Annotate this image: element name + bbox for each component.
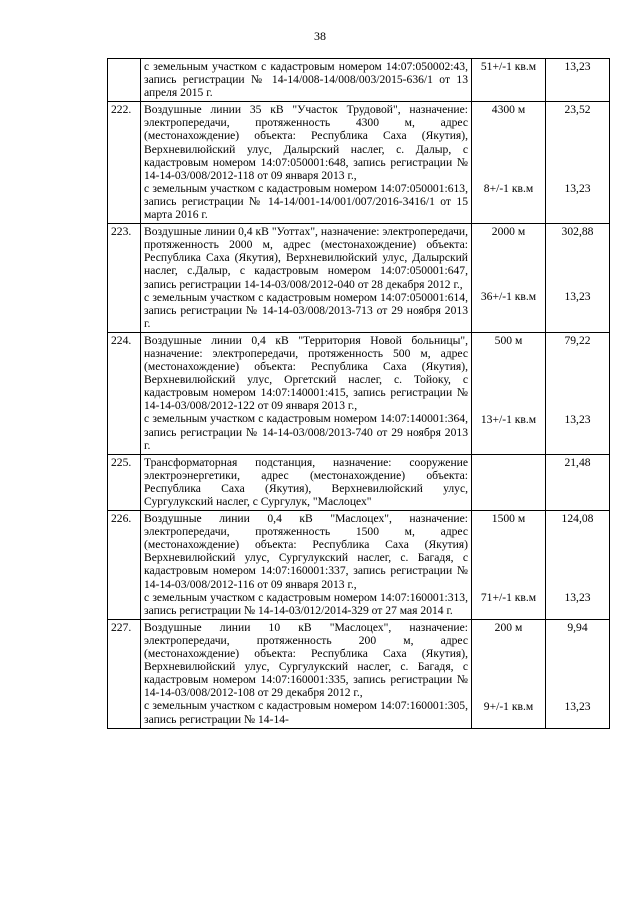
value-spacer	[549, 347, 606, 413]
description-paragraph: с земельным участком с кадастровым номером 14:07:050001:614, запись регистрации № 14-14-03/008/2013-713 от 29 ноября 2013 г.	[144, 290, 468, 330]
object-quantity	[472, 102, 546, 224]
description-paragraph: с земельным участком с кадастровым номером 14:07:160001:305, запись регистрации № 14-14-	[144, 699, 468, 726]
value-entry: 13,23	[564, 591, 591, 605]
description-paragraph: с земельным участком с кадастровым номером 14:07:050001:613, запись регистрации № 14-14/001-14/001/007/2016-3416/1 от 15 марта 2016 г.	[144, 181, 468, 222]
table-row	[108, 619, 610, 728]
qty-spacer	[475, 238, 542, 290]
quantity-entry: 13+/-1 кв.м	[480, 412, 537, 426]
value-entry: 13,23	[564, 290, 591, 304]
table-row	[108, 59, 610, 102]
object-value	[546, 59, 610, 102]
object-description	[141, 332, 472, 454]
object-value	[546, 224, 610, 333]
value-spacer	[549, 116, 606, 182]
row-number: 226.	[108, 511, 141, 620]
object-description	[141, 619, 472, 728]
quantity-entry: 4300 м	[491, 103, 526, 117]
object-description	[141, 102, 472, 224]
description-paragraph: Воздушные линии 35 кВ "Участок Трудовой", назначение: электропередачи, протяженность 4300 м, адрес (местонахождение) объекта: Республика Саха (Якутия), Верхневилюйский улус, Далырский наслег, с. Далыр, с кадастровым номером 14:07:050001:648, запись регистрации № 14-14-03/008/2012-118 от 09 января 2013 г.,	[144, 103, 468, 182]
object-value	[546, 454, 610, 510]
value-entry: 13,23	[564, 699, 591, 713]
value-entry: 302,88	[561, 225, 594, 239]
registry-table-body	[108, 59, 610, 729]
quantity-entry: 8+/-1 кв.м	[483, 182, 534, 196]
value-entry: 79,22	[564, 333, 591, 347]
value-spacer	[549, 238, 606, 290]
object-quantity	[472, 332, 546, 454]
description-paragraph: с земельным участком с кадастровым номером 14:07:160001:313, запись регистрации № 14-14-03/012/2014-329 от 27 мая 2014 г.	[144, 590, 468, 617]
qty-spacer	[475, 525, 542, 591]
row-number: 227.	[108, 619, 141, 728]
page-number: 38	[314, 29, 326, 43]
value-entry: 13,23	[564, 182, 591, 196]
object-description	[141, 224, 472, 333]
quantity-entry: 71+/-1 кв.м	[480, 591, 537, 605]
row-number: 223.	[108, 224, 141, 333]
row-number: 225.	[108, 454, 141, 510]
description-paragraph: Воздушные линии 10 кВ "Маслоцех", назначение: электропередачи, протяженность 200 м, адрес (местонахождение) объекта: Республика Саха (Якутия), Верхневилюйский улус, Сургулукский наслег, с. Багадя, с кадастровым номером 14:07:160001:335, запись регистрации № 14-14-03/008/2012-108 от 29 декабря 2012 г.,	[144, 620, 468, 700]
object-value	[546, 511, 610, 620]
description-paragraph: Трансформаторная подстанция, назначение: сооружение электроэнергетики, адрес (местонахождение) объекта: Республика Саха (Якутия), Верхневилюйский улус, Сургулукский наслег, с Сургулук, "Маслоцех"	[144, 455, 468, 508]
object-description	[141, 454, 472, 510]
value-entry: 23,52	[564, 103, 591, 117]
value-entry: 124,08	[561, 512, 594, 526]
description-paragraph: Воздушные линии 0,4 кВ "Территория Новой больницы", назначение: электропередачи, протяженность 500 м, адрес (местонахождение) объекта: Республика Саха (Якутия), Верхневилюйский улус, Оргетский наслег, с. Тойоку, с кадастровым номером 14:07:140001:415, запись регистрации № 14-14-03/008/2012-122 от 09 января 2013 г.,	[144, 333, 468, 413]
value-entry: 13,23	[564, 412, 591, 426]
property-registry-table	[107, 58, 610, 729]
object-value	[546, 102, 610, 224]
object-quantity	[472, 619, 546, 728]
description-paragraph: Воздушные линии 0,4 кВ "Маслоцех", назначение: электропередачи, протяженность 1500 м, адрес (местонахождение) объекта: Республика Саха (Якутия) Верхневилюйский улус, Сургулукский наслег, с. Багадя, с кадастровым номером 14:07:160001:337, запись регистрации № 14-14-03/008/2012-116 от 09 января 2013 г.,	[144, 512, 468, 591]
description-paragraph: Воздушные линии 0,4 кВ "Уоттах", назначение: электропередачи, протяженность 2000 м, адрес (местонахождение) объекта: Республика Саха (Якутия), Верхневилюйский улус, Далырский наслег, с.Далыр, с кадастровым номером 14:07:050001:647, запись регистрации 14-14-03/008/2012-040 от 28 декабря 2012 г.,	[144, 225, 468, 291]
table-row	[108, 511, 610, 620]
description-paragraph: с земельным участком с кадастровым номером 14:07:140001:364, запись регистрации № 14-14-03/008/2013-740 от 29 ноября 2013 г.	[144, 412, 468, 452]
value-entry: 13,23	[564, 60, 591, 73]
object-quantity	[472, 511, 546, 620]
row-number	[108, 59, 141, 102]
object-value	[546, 332, 610, 454]
object-description	[141, 59, 472, 102]
quantity-entry: 500 м	[494, 333, 523, 347]
quantity-entry: 9+/-1 кв.м	[483, 699, 534, 713]
object-quantity	[472, 224, 546, 333]
quantity-entry: 200 м	[494, 620, 523, 634]
description-paragraph: с земельным участком с кадастровым номером 14:07:050002:43, запись регистрации № 14-14/008-14/008/003/2015-636/1 от 13 апреля 2015 г.	[144, 60, 468, 100]
table-row	[108, 332, 610, 454]
value-spacer	[549, 525, 606, 591]
quantity-entry: 1500 м	[491, 512, 526, 526]
object-quantity	[472, 59, 546, 102]
quantity-entry: 2000 м	[491, 225, 526, 239]
value-entry: 9,94	[567, 620, 588, 634]
quantity-entry: 51+/-1 кв.м	[480, 60, 537, 73]
value-spacer	[549, 634, 606, 700]
table-row	[108, 224, 610, 333]
table-row	[108, 102, 610, 224]
table-row	[108, 454, 610, 510]
qty-spacer	[475, 634, 542, 700]
object-description	[141, 511, 472, 620]
qty-spacer	[475, 347, 542, 413]
object-value	[546, 619, 610, 728]
quantity-entry: 36+/-1 кв.м	[480, 290, 537, 304]
row-number: 222.	[108, 102, 141, 224]
value-entry: 21,48	[564, 455, 591, 469]
qty-spacer	[475, 116, 542, 182]
object-quantity	[472, 454, 546, 510]
row-number: 224.	[108, 332, 141, 454]
